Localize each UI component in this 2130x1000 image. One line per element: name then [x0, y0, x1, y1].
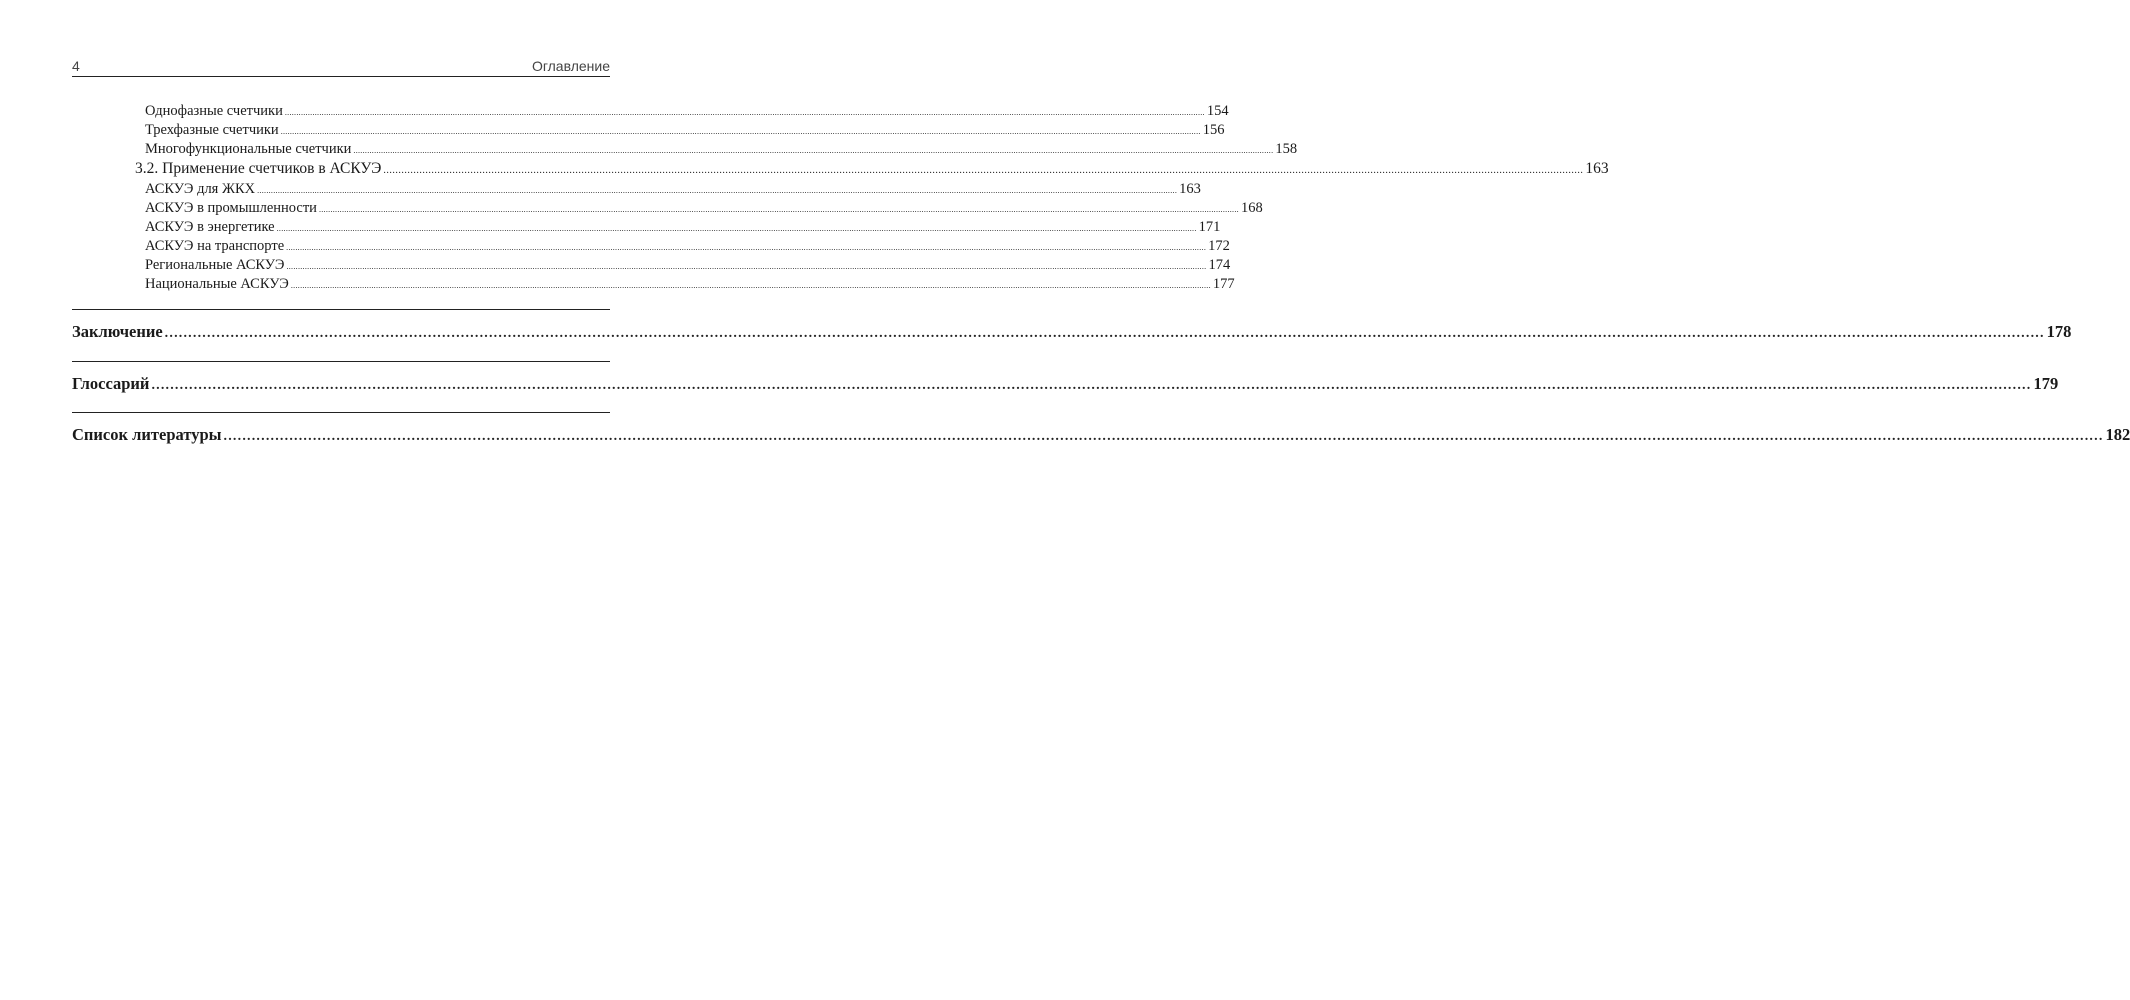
- toc-entry-page: 158: [1275, 141, 1298, 157]
- toc-entry-page: 177: [1212, 276, 1235, 292]
- toc-entry-page: 168: [1240, 200, 1263, 216]
- dot-leader: ................................................................................................................................................................................................................................................................................................................................................................................................................: [276, 224, 1197, 233]
- dot-leader: ................................................................................................................................................................................................................................................................................................................................................................................................................: [257, 186, 1178, 195]
- dot-leader: ................................................................................................................................................................................................................................................................................................................................................................................................................: [383, 165, 1584, 176]
- toc-chapter-page: 178: [2046, 322, 2072, 341]
- toc-section-page: 163: [1585, 160, 1609, 177]
- toc-entry-label: АСКУЭ в энергетике: [145, 219, 275, 235]
- dot-leader: ................................................................................................................................................................................................................................................................................................................................................................................................................: [353, 146, 1274, 155]
- page-number: 4: [72, 58, 80, 74]
- toc-entry[interactable]: [145, 181, 1201, 199]
- toc-entry-page: 156: [1202, 122, 1225, 138]
- toc-chapter-label: Список литературы: [72, 425, 222, 444]
- toc-entry[interactable]: [145, 141, 1298, 159]
- toc-entry-label: АСКУЭ для ЖКХ: [145, 181, 256, 197]
- toc-chapter-entry[interactable]: [72, 425, 2130, 447]
- dot-leader: ................................................................................................................................................................................................................................................................................................................................................................................................................: [284, 108, 1205, 117]
- running-header: [72, 58, 610, 77]
- toc-entry[interactable]: [145, 219, 1221, 237]
- divider: [72, 361, 610, 362]
- toc-entry-page: 154: [1206, 103, 1229, 119]
- dot-leader: ................................................................................................................................................................................................................................................................................................................................................................................................................: [223, 429, 2104, 444]
- toc-entry[interactable]: [145, 103, 1229, 121]
- dot-leader: ................................................................................................................................................................................................................................................................................................................................................................................................................: [290, 281, 1211, 290]
- toc-chapter-entry[interactable]: [72, 374, 2059, 396]
- toc-entry-label: АСКУЭ в промышленности: [145, 200, 317, 216]
- toc-entry-label: Многофункциональные счетчики: [145, 141, 352, 157]
- toc-entry-page: 172: [1208, 238, 1230, 254]
- toc-entry-label: Трехфазные счетчики: [145, 122, 279, 138]
- toc-chapter-page: 179: [2033, 374, 2059, 393]
- dot-leader: ................................................................................................................................................................................................................................................................................................................................................................................................................: [286, 243, 1207, 252]
- toc-section-label: 3.2. Применение счетчиков в АСКУЭ: [135, 160, 382, 177]
- toc-entry[interactable]: [145, 122, 1225, 140]
- toc-chapter-label: Заключение: [72, 322, 163, 341]
- toc-entry-page: 171: [1198, 219, 1221, 235]
- divider: [72, 309, 610, 310]
- dot-leader: ................................................................................................................................................................................................................................................................................................................................................................................................................: [164, 326, 2045, 341]
- toc-chapter-label: Глоссарий: [72, 374, 150, 393]
- toc-chapter-page: 182: [2105, 425, 2130, 444]
- dot-leader: ................................................................................................................................................................................................................................................................................................................................................................................................................: [280, 127, 1201, 136]
- toc-entry-page: 163: [1179, 181, 1201, 197]
- toc-entry[interactable]: [145, 238, 1230, 256]
- toc-entry[interactable]: [145, 276, 1235, 294]
- toc-section-entry[interactable]: [135, 160, 1609, 180]
- toc-entry-label: Региональные АСКУЭ: [145, 257, 285, 273]
- toc-chapter-entry[interactable]: [72, 322, 2072, 344]
- dot-leader: ................................................................................................................................................................................................................................................................................................................................................................................................................: [318, 205, 1239, 214]
- dot-leader: ................................................................................................................................................................................................................................................................................................................................................................................................................: [151, 378, 2032, 393]
- divider: [72, 412, 610, 413]
- toc-entry-label: Национальные АСКУЭ: [145, 276, 289, 292]
- toc-entry-label: АСКУЭ на транспорте: [145, 238, 285, 254]
- header-title: Оглавление: [531, 58, 610, 74]
- toc-entry-label: Однофазные счетчики: [145, 103, 283, 119]
- toc-entry-page: 174: [1208, 257, 1231, 273]
- toc-entry[interactable]: [145, 257, 1231, 275]
- toc-entry[interactable]: [145, 200, 1263, 218]
- dot-leader: ................................................................................................................................................................................................................................................................................................................................................................................................................: [286, 262, 1207, 271]
